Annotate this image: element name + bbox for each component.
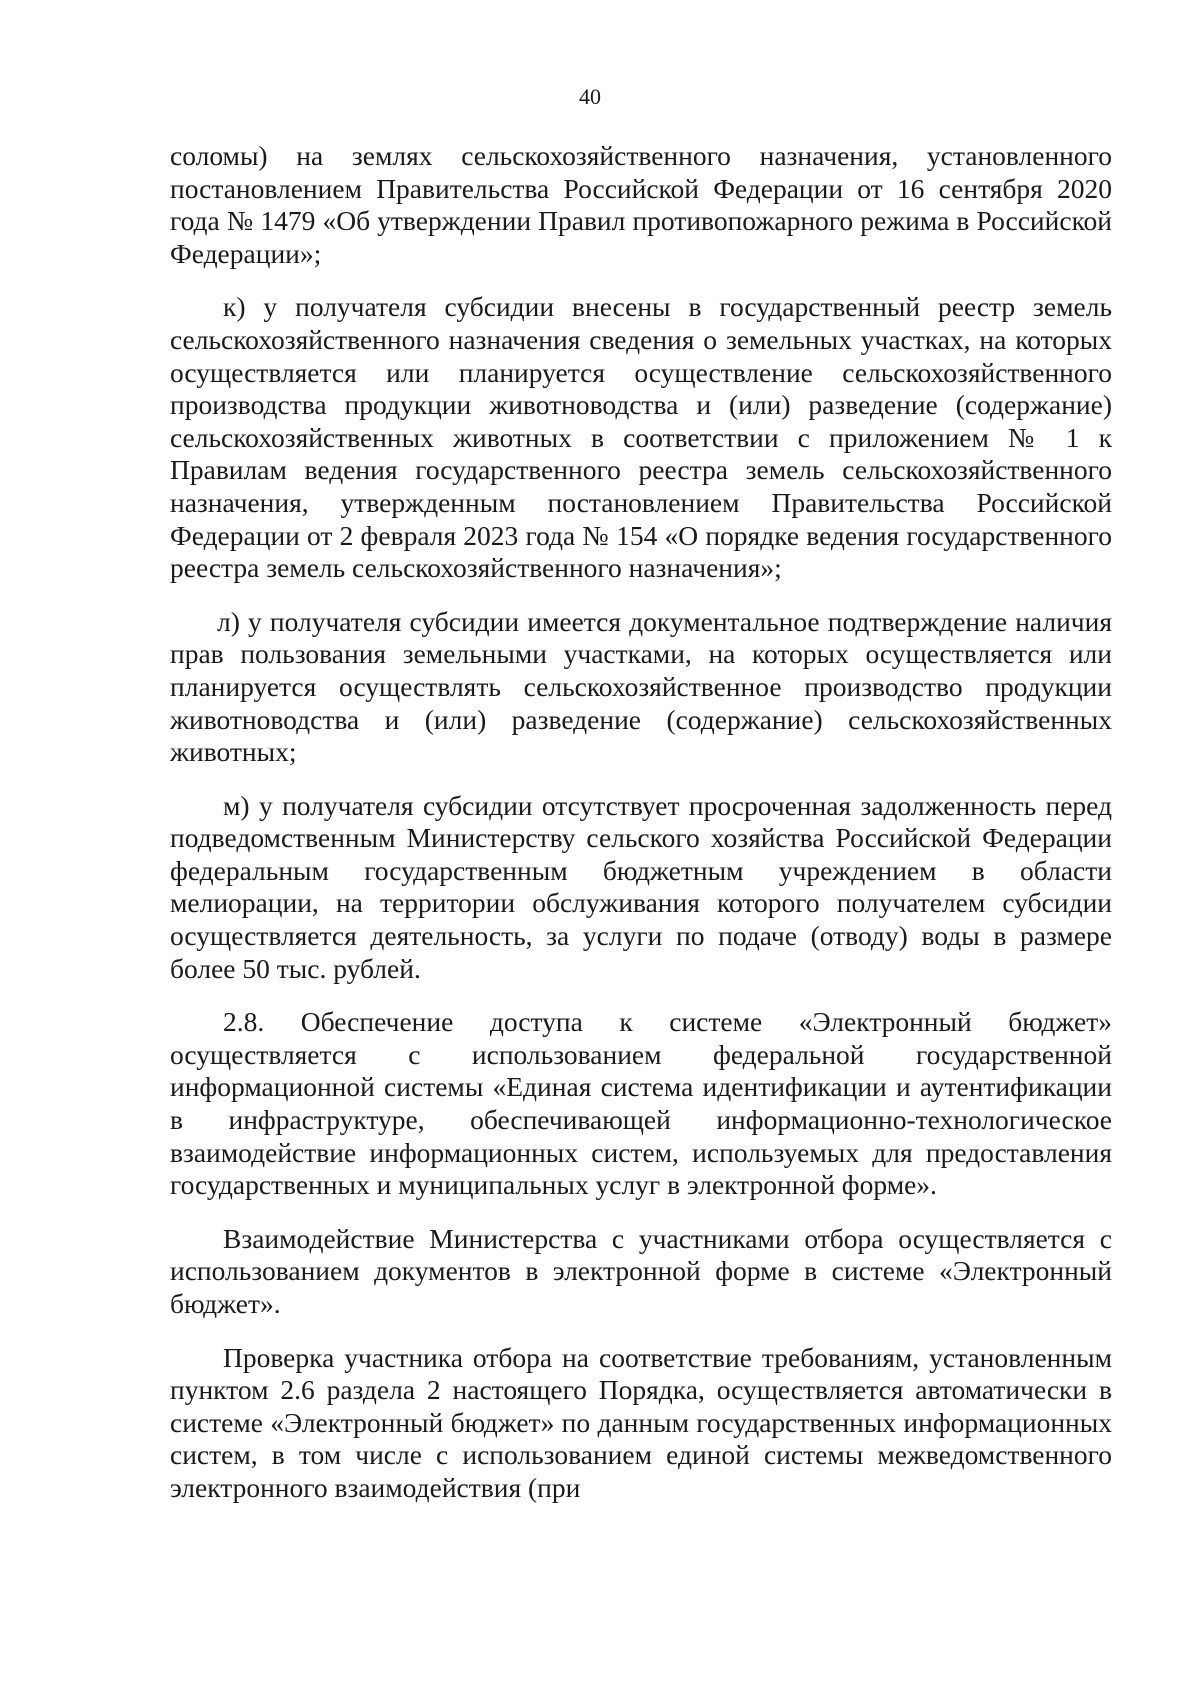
paragraph-section-2-8: 2.8. Обеспечение доступа к системе «Электронный бюджет» осуществляется с использованием федеральной государственной информационной системы «Единая система идентификации и аутентификации в инфраструктуре, обеспечивающей информационно-технологическое взаимодействие информационных систем, используемых для предоставления государственных и муниципальных услуг в электронной форме». — [170, 1006, 1112, 1201]
paragraph-continuation: соломы) на землях сельскохозяйственного назначения, установленного постановлением Правительства Российской Федерации от 16 сентября 2020 года № 1479 «Об утверждении Правил противопожарного режима в Российской Федерации»; — [170, 140, 1112, 269]
page-number: 40 — [579, 84, 601, 109]
paragraph-item-l: л) у получателя субсидии имеется документальное подтверждение наличия прав пользования земельными участками, на которых осуществляется или планируется осуществлять сельскохозяйственное производство продукции животноводства и (или) разведение (содержание) сельскохозяйственных животных; — [170, 605, 1112, 768]
document-body — [170, 140, 1112, 1505]
paragraph-item-k: к) у получателя субсидии внесены в государственный реестр земель сельскохозяйственного назначения сведения о земельных участках, на которых осуществляется или планируется осуществление сельскохозяйственного производства продукции животноводства и (или) разведение (содержание) сельскохозяйственных животных в соответствии с приложением № 1 к Правилам ведения государственного реестра земель сельскохозяйственного назначения, утвержденным постановлением Правительства Российской Федерации от 2 февраля 2023 года № 154 «О порядке ведения государственного реестра земель сельскохозяйственного назначения»; — [170, 291, 1112, 584]
paragraph-item-m: м) у получателя субсидии отсутствует просроченная задолженность перед подведомственным Министерству сельского хозяйства Российской Федерации федеральным государственным бюджетным учреждением в области мелиорации, на территории обслуживания которого получателем субсидии осуществляется деятельность, за услуги по подаче (отводу) воды в размере более 50 тыс. рублей. — [170, 789, 1112, 984]
paragraph-verification: Проверка участника отбора на соответствие требованиям, установленным пунктом 2.6 раздела 2 настоящего Порядка, осуществляется автоматически в системе «Электронный бюджет» по данным государственных информационных систем, в том числе с использованием единой системы межведомственного электронного взаимодействия (при — [170, 1341, 1112, 1503]
paragraph-interaction: Взаимодействие Министерства с участниками отбора осуществляется с использованием документов в электронной форме в системе «Электронный бюджет». — [170, 1222, 1112, 1319]
